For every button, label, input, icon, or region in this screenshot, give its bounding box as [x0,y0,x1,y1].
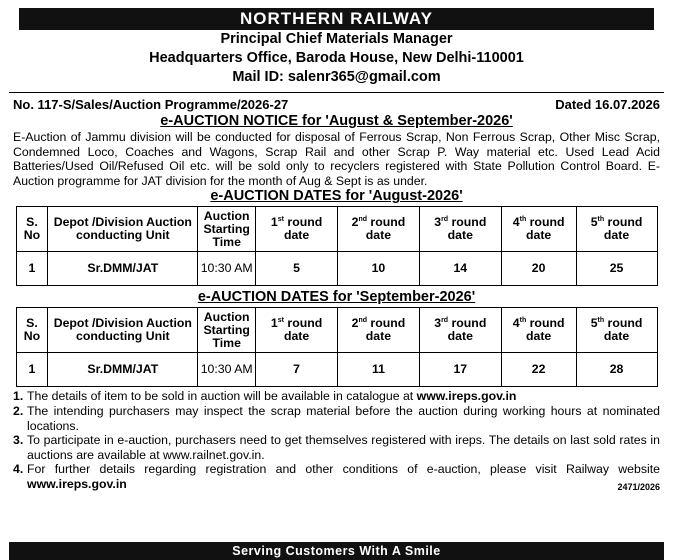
office-address: Headquarters Office, Baroda House, New Delhi-110001 [149,50,524,66]
cell-round-5: 25 [576,252,657,286]
notice-code: 2471/2026 [617,481,660,492]
table-row [16,252,657,286]
footer-banner: Serving Customers With A Smile [9,542,664,560]
note-item: 3. To participate in e-auction, purchasers need to get themselves registered with ireps. The details on last sold rates in auctions are available at www.railnet.gov.in. [13,433,660,462]
office-title: Principal Chief Materials Manager [220,31,453,47]
col-depot: Depot /Division Auction conducting Unit [48,308,198,353]
office-email: Mail ID: salenr365@gmail.com [232,69,441,85]
col-round-1: 1st round date [256,308,338,353]
col-round-5: 5th round date [576,308,657,353]
notice-title: e-AUCTION NOTICE for 'August & September-2026' [160,113,513,129]
table-header-row [16,207,657,252]
cell-round-1: 5 [256,252,338,286]
september-title: e-AUCTION DATES for 'September-2026' [197,289,476,306]
col-round-4: 4th round date [501,308,576,353]
col-sno: S. No [16,308,48,353]
note-item: 4. For further details regarding registration and other conditions of e-auction, please visit Railway website www.ireps.gov.in 2471/2026 [13,462,660,494]
ireps-link[interactable]: www.ireps.gov.in [27,476,127,491]
cell-round-5: 28 [576,353,657,387]
notice-page [9,0,664,560]
col-round-2: 2nd round date [338,207,420,252]
cell-sno: 1 [16,252,48,286]
cell-round-3: 14 [419,252,501,286]
cell-time: 10:30 AM [198,252,256,286]
table-row [16,353,657,387]
dated: Dated 16.07.2026 [555,97,660,112]
cell-round-3: 17 [419,353,501,387]
col-sno: S. No [16,207,48,252]
cell-sno: 1 [16,353,48,387]
august-table [16,206,658,286]
table-header-row [16,308,657,353]
col-time: Auction Starting Time [198,207,256,252]
september-table [16,307,658,387]
cell-depot: Sr.DMM/JAT [48,353,198,387]
col-round-5: 5th round date [576,207,657,252]
cell-time: 10:30 AM [198,353,256,387]
col-time: Auction Starting Time [198,308,256,353]
note-item: 1. The details of item to be sold in auction will be available in catalogue at www.ireps.gov.in [13,389,517,404]
col-round-4: 4th round date [501,207,576,252]
reference-number: No. 117-S/Sales/Auction Programme/2026-27 [13,97,289,112]
reference-row [9,92,664,113]
col-round-3: 3rd round date [419,207,501,252]
cell-round-1: 7 [256,353,338,387]
cell-round-4: 20 [501,252,576,286]
col-round-3: 3rd round date [419,308,501,353]
note-item: 2. The intending purchasers may inspect the scrap material before the auction during working hours at nominated locations. [13,403,660,433]
notes-list [9,389,664,494]
cell-round-4: 22 [501,353,576,387]
col-depot: Depot /Division Auction conducting Unit [48,207,198,252]
col-round-1: 1st round date [256,207,338,252]
org-banner: NORTHERN RAILWAY [19,8,654,30]
ireps-link[interactable]: www.ireps.gov.in [416,389,517,404]
col-round-2: 2nd round date [338,308,420,353]
cell-depot: Sr.DMM/JAT [48,252,198,286]
notice-body: E-Auction of Jammu division will be conducted for disposal of Ferrous Scrap, Non Ferrous Scrap, Other Misc Scrap, Condemned Loco, Coaches and Wagons, Scrap Rail and other Scrap P. Way material etc. Used Lead Acid Batteries/Used Oil/Refused Oil etc. will be sold only to recyclers registered with State Pollution Control Board. E-Auction programme for JAT division for the month of Aug & Sept is as under. [13,130,660,188]
august-title: e-AUCTION DATES for 'August-2026' [210,188,463,205]
cell-round-2: 11 [338,353,420,387]
cell-round-2: 10 [338,252,420,286]
